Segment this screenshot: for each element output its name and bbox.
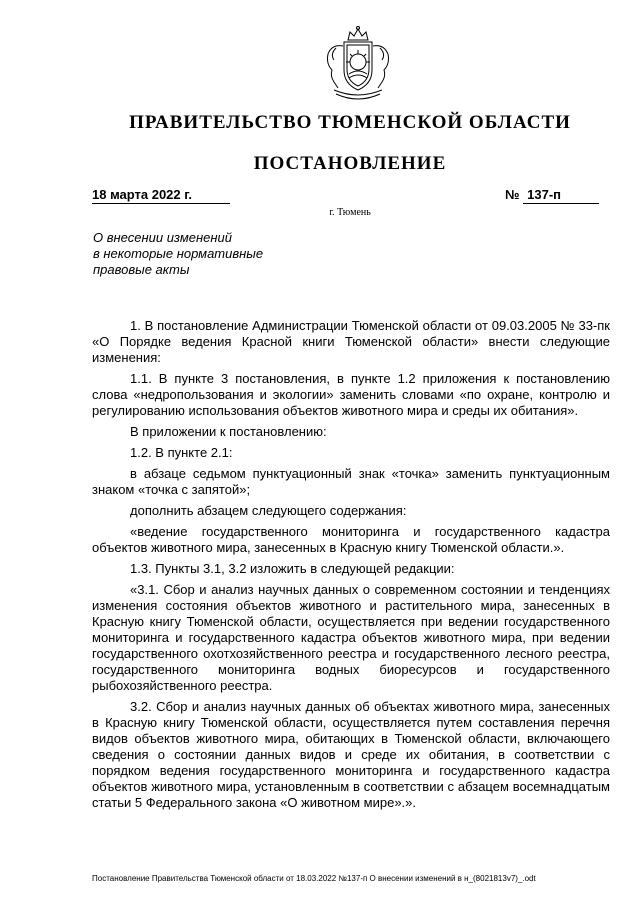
footer-filename: Постановление Правительства Тюменской области от 18.03.2022 №137-п О внесении изменений в н_(8021813v7)_.odt [92, 874, 536, 883]
paragraph: «3.1. Сбор и анализ научных данных о современном состоянии и тенденциях изменения состояния объектов животного и растительного мира, занесенных в Красную книгу Тюменской области, осуществляется при ведении государственного мониторинга и государственного кадастра объектов животного мира, при ведении государственного охотхозяйственного реестра и государственного лесного реестра, государственного мониторинга водных биоресурсов и государственного рыбохозяйственного реестра. [92, 582, 610, 693]
paragraph: 1.2. В пункте 2.1: [130, 445, 233, 460]
subject-line: О внесении изменений [93, 230, 232, 245]
paragraph: В приложении к постановлению: [130, 424, 327, 439]
coat-of-arms-icon [316, 24, 400, 108]
paragraph: 3.2. Сбор и анализ научных данных об объектах животного мира, занесенных в Красную книгу Тюменской области, осуществляется путем составления перечня видов объектов животного мира, обитающих в Тюменской области, включающего сведения о состоянии данных видов и среде их обитания, в соответствии с порядком ведения государственного мониторинга и государственного кадастра объектов животного мира, установленным в соответствии с абзацем восемнадцатым статьи 5 Федерального закона «О животном мире».». [92, 699, 610, 810]
number-prefix: № [505, 187, 520, 202]
number-value: 137-п [523, 187, 599, 204]
document-type: ПОСТАНОВЛЕНИЕ [253, 153, 447, 174]
organization-title: ПРАВИТЕЛЬСТВО ТЮМЕНСКОЙ ОБЛАСТИ [129, 112, 571, 133]
subject-line: правовые акты [93, 262, 190, 277]
document-date: 18 марта 2022 г. [92, 187, 230, 204]
document-body [92, 318, 610, 816]
paragraph: «ведение государственного мониторинга и государственного кадастра объектов животного мира, занесенных в Красную книгу Тюменской области.». [92, 524, 610, 555]
paragraph: 1.1. В пункте 3 постановления, в пункте 1.2 приложения к постановлению слова «недропользования и экологии» заменить словами «по охране, контролю и регулированию использования объектов животного мира и среды их обитания». [92, 371, 610, 418]
paragraph: дополнить абзацем следующего содержания: [130, 503, 407, 518]
paragraph: 1. В постановление Администрации Тюменской области от 09.03.2005 № 33-пк «О Порядке ведения Красной книги Тюменской области» внести следующие изменения: [92, 318, 610, 365]
document-subject [93, 230, 323, 278]
city: г. Тюмень [329, 207, 371, 218]
subject-line: в некоторые нормативные [93, 246, 264, 261]
document-number [505, 187, 599, 204]
paragraph: в абзаце седьмом пунктуационный знак «точка» заменить пунктуационным знаком «точка с запятой»; [92, 466, 610, 497]
paragraph: 1.3. Пункты 3.1, 3.2 изложить в следующей редакции: [130, 561, 455, 576]
